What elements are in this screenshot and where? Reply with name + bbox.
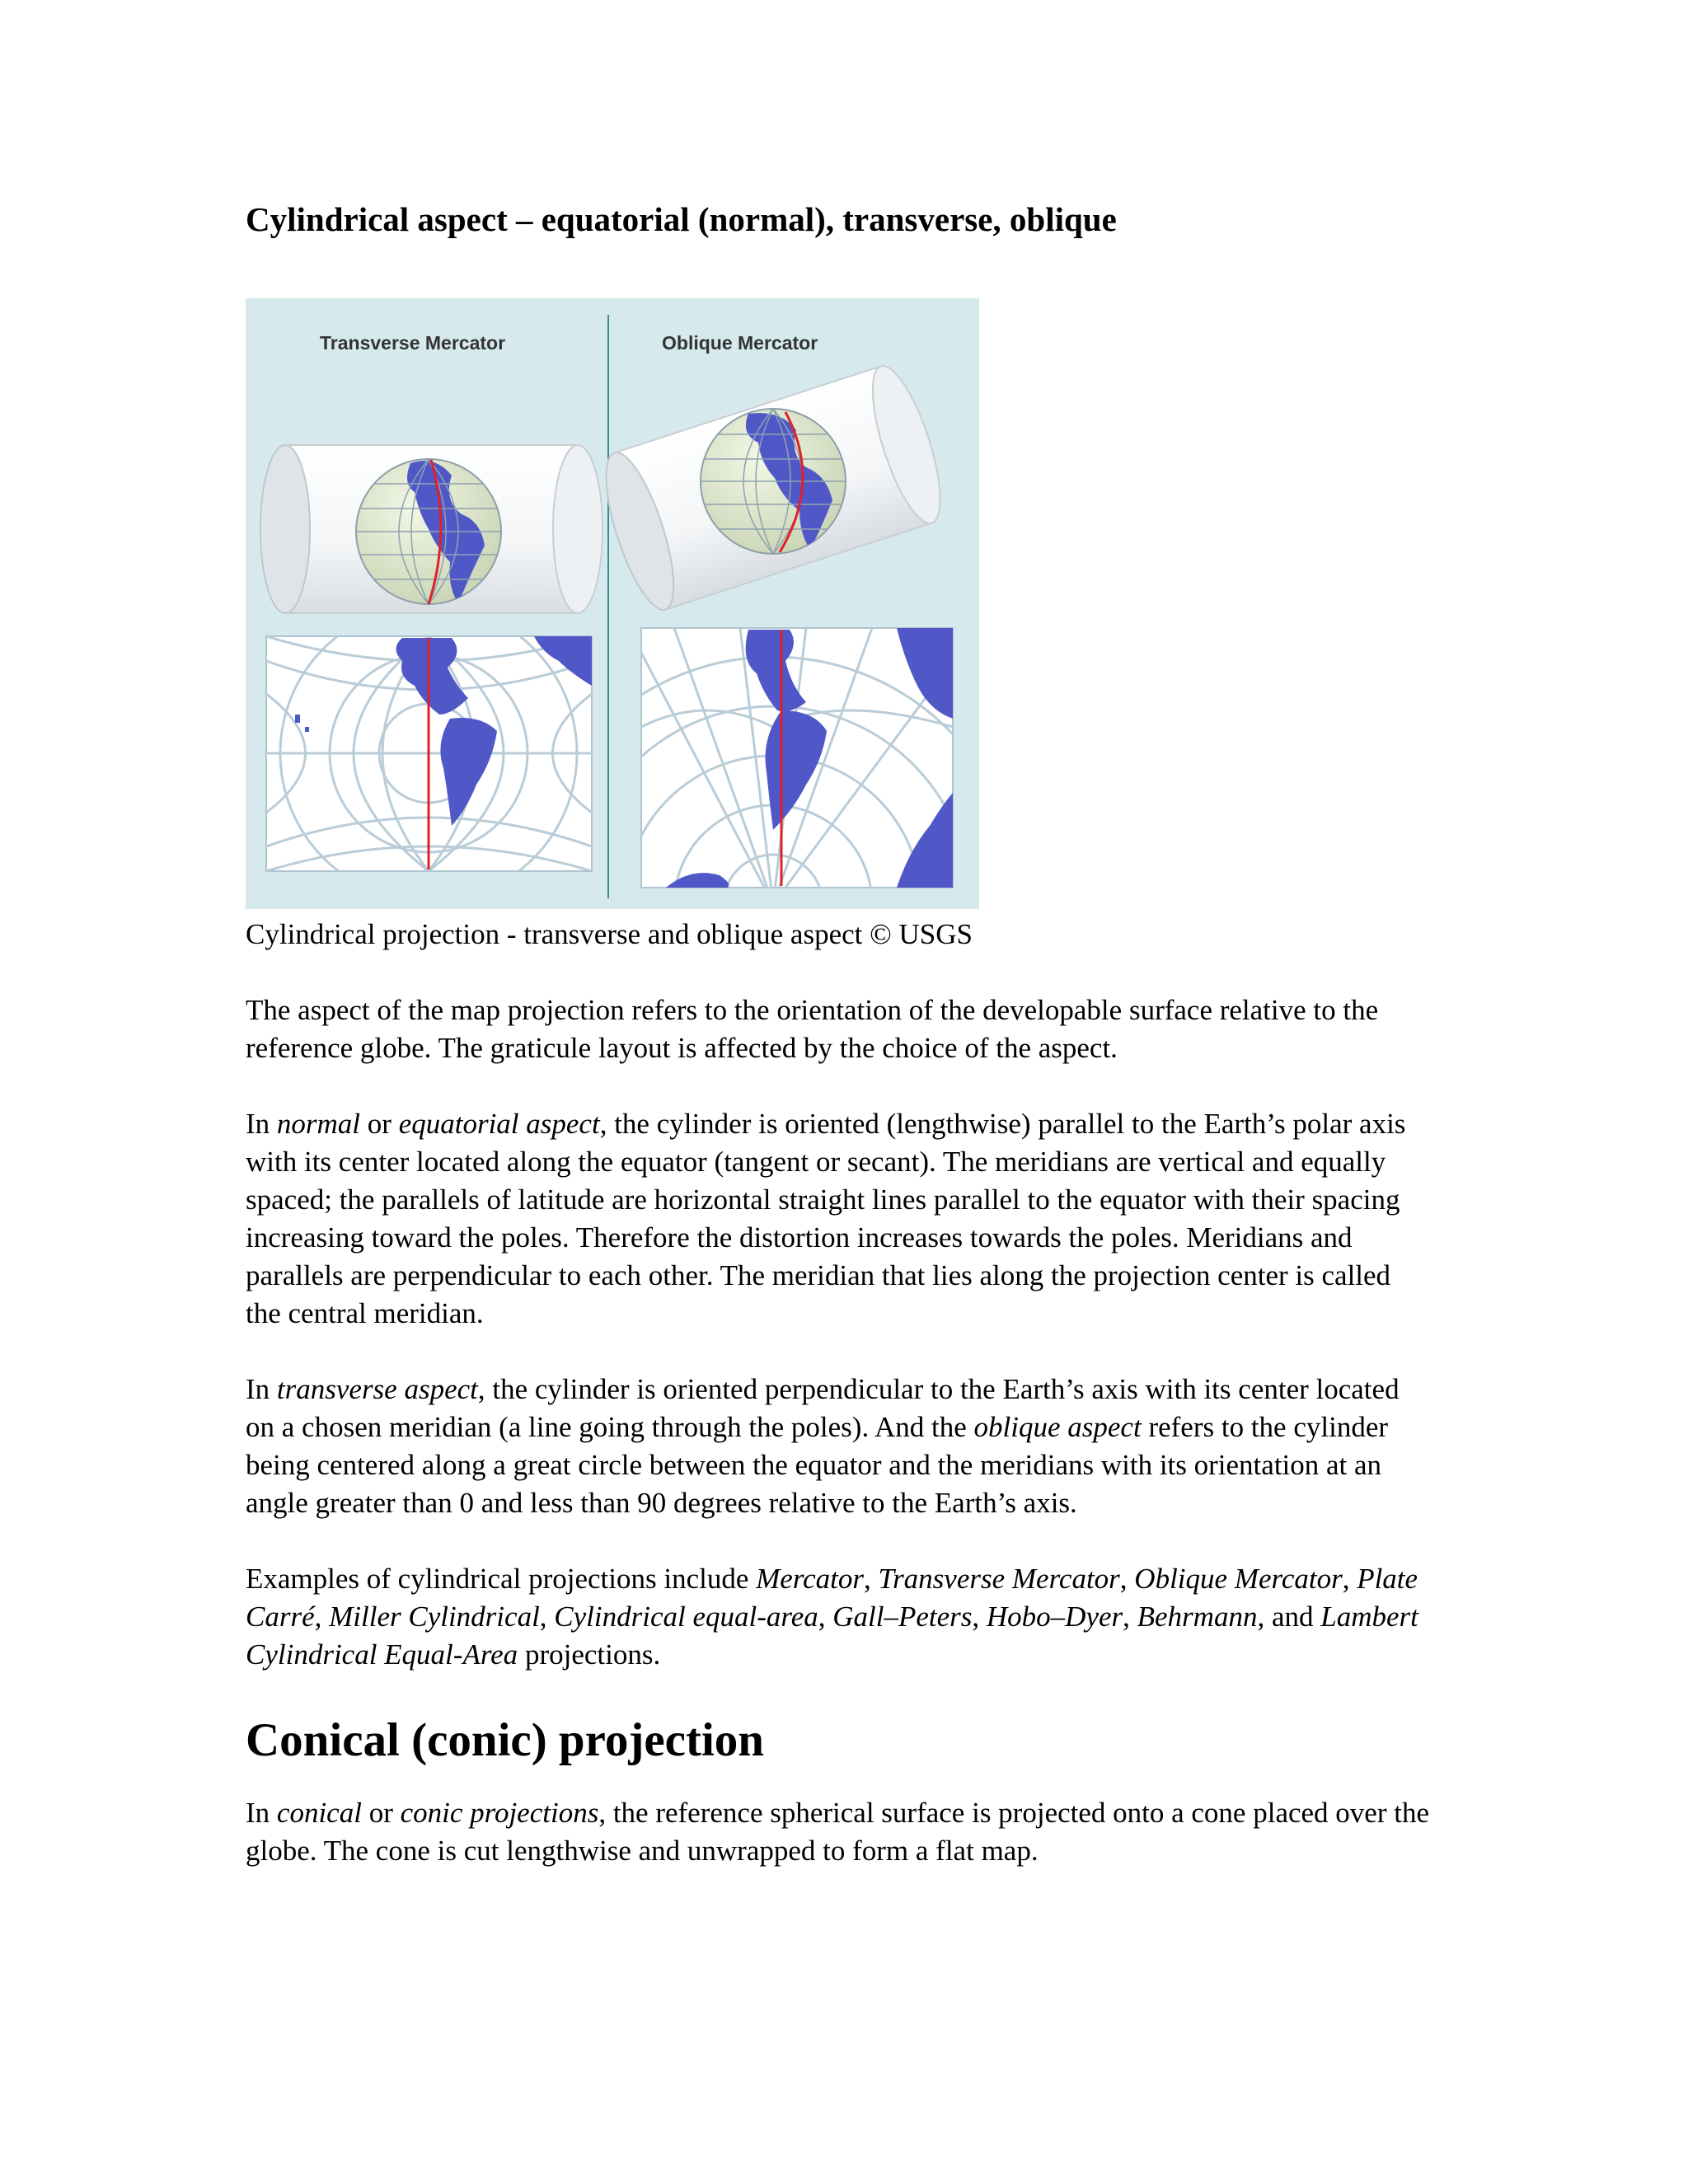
- section-heading: Conical (conic) projection: [246, 1714, 765, 1766]
- normal-aspect-paragraph: In normal or equatorial aspect, the cylinder is oriented (lengthwise) parallel to the Earth’s polar axis with its center located along the equator (tangent or secant). The meridians are vertical and equally spaced; the parallels of latitude are horizontal straight lines parallel to the equator with their spacing increasing toward the poles. Therefore the distortion increases towards the poles. Meridians and parallels are perpendicular to each other. The meridian that lies along the projection center is called the central meridian.: [246, 1108, 1406, 1329]
- transverse-globe: [356, 459, 501, 604]
- transverse-oblique-paragraph: In transverse aspect, the cylinder is oriented perpendicular to the Earth’s axis with its center located on a chosen meridian (a line going through the poles). And the oblique aspect refers to the cylinder being centered along a great circle between the equator and the meridians with its orientation at an angle greater than 0 and less than 90 degrees relative to the Earth’s axis.: [246, 1373, 1400, 1519]
- cylindrical-projection-illustration: [246, 298, 979, 909]
- subsection-heading: Cylindrical aspect – equatorial (normal), transverse, oblique: [246, 200, 1117, 238]
- oblique-mercator-label: Oblique Mercator: [662, 332, 818, 354]
- transverse-mercator-label: Transverse Mercator: [320, 332, 506, 354]
- document-content: [246, 198, 1432, 1870]
- conic-intro-paragraph: In conical or conic projections, the reference spherical surface is projected onto a cone placed over the globe. The cone is cut lengthwise and unwrapped to form a flat map.: [246, 1797, 1429, 1867]
- aspect-intro-paragraph: The aspect of the map projection refers to the orientation of the developable surface relative to the reference globe. The graticule layout is affected by the choice of the aspect.: [246, 994, 1379, 1064]
- examples-paragraph: Examples of cylindrical projections include Mercator, Transverse Mercator, Oblique Mercator, Plate Carré, Miller Cylindrical, Cylindrical equal-area, Gall–Peters, Hobo–Dyer, Behrmann, and Lambert Cylindrical Equal-Area projections.: [246, 1563, 1418, 1671]
- oblique-globe: [701, 409, 846, 554]
- transverse-mercator-map: [266, 605, 592, 902]
- figure-caption: Cylindrical projection - transverse and oblique aspect © USGS: [246, 918, 973, 950]
- projection-figure: [246, 298, 979, 909]
